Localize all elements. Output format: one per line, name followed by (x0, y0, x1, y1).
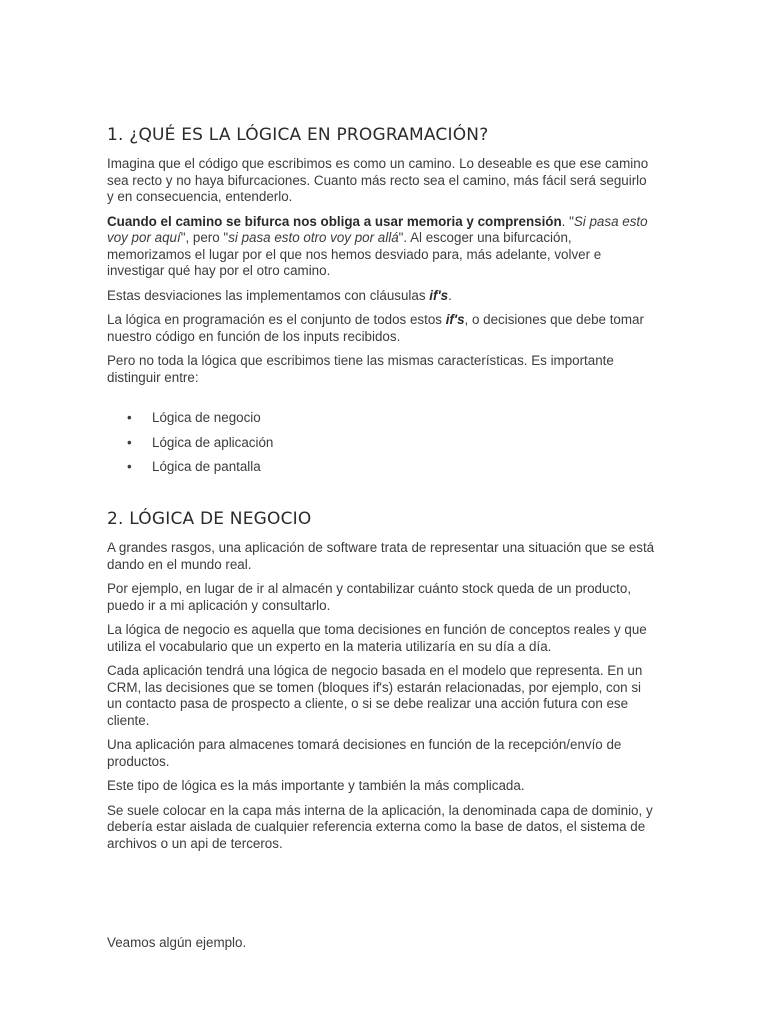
list-item: • Lógica de pantalla (127, 459, 657, 475)
section1-paragraph-4: La lógica en programación es el conjunto de todos estos if's, o decisiones que debe tomar nuestro código en función de los inputs recibidos. (107, 312, 644, 344)
document-page (107, 123, 657, 960)
ifs-keyword: if's (445, 312, 465, 327)
section1-heading: 1. ¿QUÉ ES LA LÓGICA EN PROGRAMACIÓN? (107, 125, 489, 145)
section1-paragraph-1: Imagina que el código que escribimos es como un camino. Lo deseable es que ese camino sea recto y no haya bifurcaciones. Cuanto más recto sea el camino, más fácil será seguirlo y en consecuencia, entenderlo. (107, 156, 649, 204)
section2-paragraph-7: Se suele colocar en la capa más interna de la aplicación, la denominada capa de dominio, y debería estar aislada de cualquier referencia externa como la base de datos, el sistema de archivos o un api de terceros. (107, 802, 653, 851)
blank-space (107, 860, 657, 935)
section2-paragraph-6: Este tipo de lógica es la más importante y también la más complicada. (107, 778, 525, 793)
section1-paragraph-5: Pero no toda la lógica que escribimos tiene las mismas características. Es importante distinguir entre: (107, 353, 614, 385)
section2-paragraph-4: Cada aplicación tendrá una lógica de negocio basada en el modelo que representa. En un CRM, las decisiones que se tomen (bloques if's) estarán relacionadas, por ejemplo, con si un contacto pasa de prospecto a cliente, o si se debe realizar una acción futura con ese cliente. (107, 663, 643, 728)
ifs-keyword: if's (429, 287, 449, 303)
section2-heading: 2. LÓGICA DE NEGOCIO (107, 509, 312, 529)
logic-types-list (107, 410, 657, 475)
quote-italic-1: Si pasa esto voy por aquí (107, 213, 648, 245)
list-item: • Lógica de negocio (127, 410, 657, 426)
section1-paragraph-3: Estas desviaciones las implementamos con cláusulas if's. (107, 287, 452, 303)
section2-paragraph-2: Por ejemplo, en lugar de ir al almacén y contabilizar cuánto stock queda de un producto, puedo ir a mi aplicación y consultarlo. (107, 581, 632, 613)
quote-italic-2: si pasa esto otro voy por allá (228, 230, 399, 245)
list-item: • Lógica de aplicación (127, 435, 657, 451)
closing-line: Veamos algún ejemplo. (107, 935, 247, 950)
emphasis-bold-text: Cuando el camino se bifurca nos obliga a usar memoria y comprensión (107, 213, 562, 229)
section2-paragraph-5: Una aplicación para almacenes tomará decisiones en función de la recepción/envío de productos. (107, 737, 622, 769)
section1-paragraph-2: Cuando el camino se bifurca nos obliga a usar memoria y comprensión. "Si pasa esto voy por aquí", pero "si pasa esto otro voy por allá". Al escoger una bifurcación, memorizamos el lugar por el que nos hemos desviado para, más adelante, volver e investigar qué hay por el otro camino. (107, 213, 648, 278)
section2-paragraph-3: La lógica de negocio es aquella que toma decisiones en función de conceptos reales y que utiliza el vocabulario que un experto en la materia utilizaría en su día a día. (107, 622, 647, 654)
section2-paragraph-1: A grandes rasgos, una aplicación de software trata de representar una situación que se está dando en el mundo real. (107, 540, 655, 572)
